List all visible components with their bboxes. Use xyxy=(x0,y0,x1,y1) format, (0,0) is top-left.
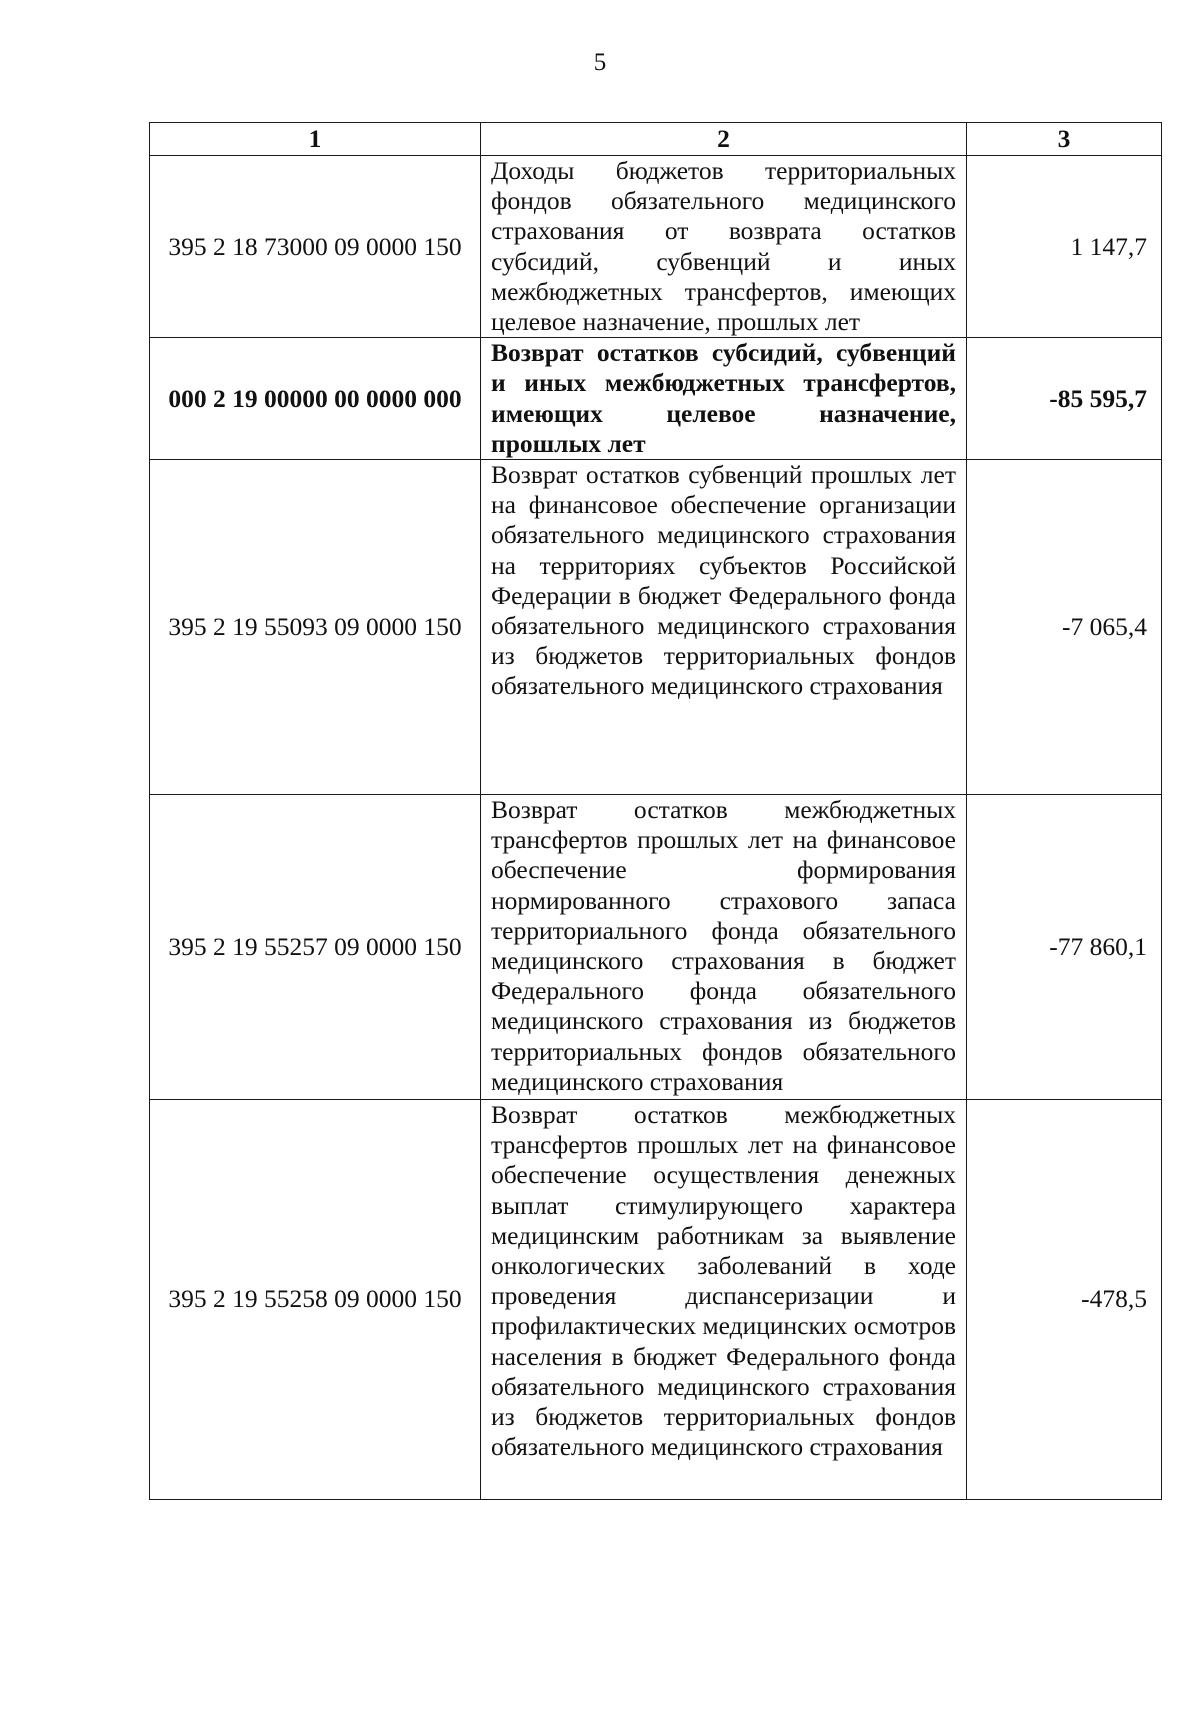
table-row xyxy=(150,156,1162,338)
column-header-description: 2 xyxy=(481,123,967,156)
row-description: Возврат остатков субсидий, субвенций и иных межбюджетных трансфертов, имеющих целевое назначение, прошлых лет xyxy=(481,338,967,460)
row-description: Возврат остатков межбюджетных трансфертов прошлых лет на финансовое обеспечение осуществления денежных выплат стимулирующего характера медицинским работникам за выявление онкологических заболеваний в ходе проведения диспансеризации и профилактических медицинских осмотров населения в бюджет Федерального фонда обязательного медицинского страхования из бюджетов территориальных фондов обязательного медицинского страхования xyxy=(481,1100,967,1500)
row-code: 395 2 18 73000 09 0000 150 xyxy=(150,156,481,338)
row-description: Доходы бюджетов территориальных фондов обязательного медицинского страхования от возврата остатков субсидий, субвенций и иных межбюджетных трансфертов, имеющих целевое назначение, прошлых лет xyxy=(481,156,967,338)
table-header-row xyxy=(150,123,1162,156)
row-amount: -478,5 xyxy=(967,1100,1162,1500)
row-description: Возврат остатков субвенций прошлых лет на финансовое обеспечение организации обязательного медицинского страхования на территориях субъектов Российской Федерации в бюджет Федерального фонда обязательного медицинского страхования из бюджетов территориальных фондов обязательного медицинского страхования xyxy=(481,460,967,795)
row-code: 395 2 19 55093 09 0000 150 xyxy=(150,460,481,795)
row-code: 395 2 19 55257 09 0000 150 xyxy=(150,795,481,1100)
row-amount: 1 147,7 xyxy=(967,156,1162,338)
table-row xyxy=(150,1100,1162,1500)
budget-revenue-table xyxy=(149,122,1162,1500)
row-code: 000 2 19 00000 00 0000 000 xyxy=(150,338,481,460)
page-number: 5 xyxy=(593,49,607,76)
table-row xyxy=(150,460,1162,795)
row-amount: -77 860,1 xyxy=(967,795,1162,1100)
row-amount: -85 595,7 xyxy=(967,338,1162,460)
table-row-total xyxy=(150,338,1162,460)
row-code: 395 2 19 55258 09 0000 150 xyxy=(150,1100,481,1500)
row-amount: -7 065,4 xyxy=(967,460,1162,795)
table-row xyxy=(150,795,1162,1100)
column-header-amount: 3 xyxy=(967,123,1162,156)
row-description: Возврат остатков межбюджетных трансфертов прошлых лет на финансовое обеспечение формирования нормированного страхового запаса территориального фонда обязательного медицинского страхования в бюджет Федерального фонда обязательного медицинского страхования из бюджетов территориальных фондов обязательного медицинского страхования xyxy=(481,795,967,1100)
column-header-code: 1 xyxy=(150,123,481,156)
